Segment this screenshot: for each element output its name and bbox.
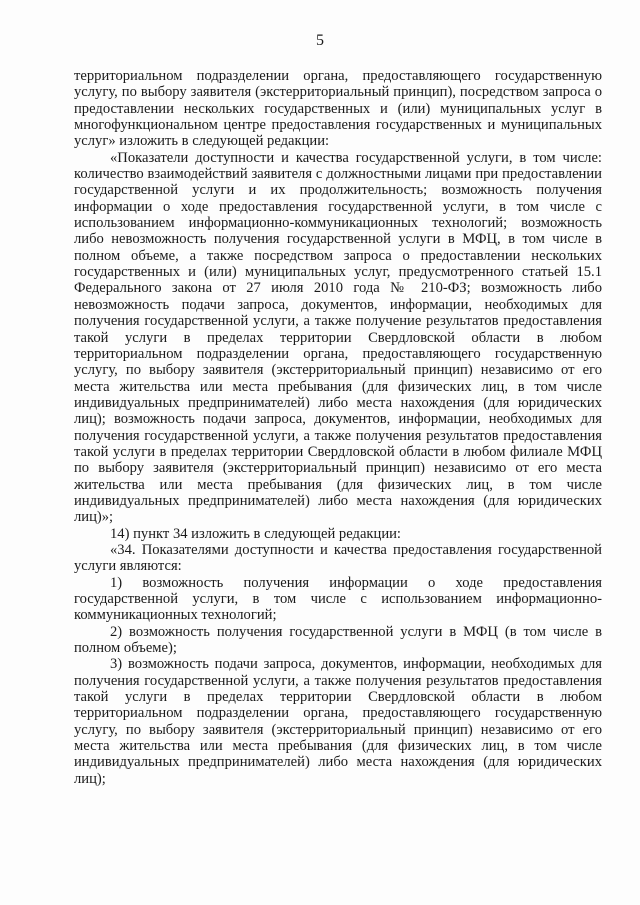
document-body [74,68,602,787]
paragraph-clause-34: «34. Показателями доступности и качества предоставления государственной услуги являются: [74,541,602,575]
paragraph-subitem-3: 3) возможность подачи запроса, документов, информации, необходимых для получения государственной услуги, а также получения результатов предоставления такой услуги в пределах территории Свердловской области в любом территориальном подразделении органа, предоставляющего государственную услугу, по выбору заявителя (экстерриториальный принцип) независимо от его места жительства или места пребывания (для физических лиц, в том числе индивидуальных предпринимателей) либо места нахождения (для юридических лиц); [74,656,602,787]
paragraph-subitem-1: 1) возможность получения информации о ходе предоставления государственной услуги, в том числе с использованием информационно-коммуникационных технологий; [74,574,602,624]
paragraph-quoted-indicators: «Показатели доступности и качества государственной услуги, в том числе: количество взаимодействий заявителя с должностными лицами при предоставлении государственной услуги и их продолжительность; возможность получения информации о ходе предоставления государственной услуги, в том числе с использованием информационно-коммуникационных технологий; возможность либо невозможность получения государственной услуги в МФЦ, в том числе в полном объеме, а также посредством запроса о предоставлении нескольких государственных и (или) муниципальных услуг, предусмотренного статьей 15.1 Федерального закона от 27 июля 2010 года № 210-ФЗ; возможность либо невозможность подачи запроса, документов, информации, необходимых для получения государственной услуги, а также получение результатов предоставления такой услуги в пределах территории Свердловской области в любом территориальном подразделении органа, предоставляющего государственную услугу, по выбору заявителя (экстерриториальный принцип) независимо от его места жительства или места пребывания (для физических лиц, в том числе индивидуальных предпринимателей) либо места нахождения (для юридических лиц); возможность подачи запроса, документов, информации, необходимых для получения государственной услуги, а также получения результатов предоставления такой услуги в пределах территории Свердловской области в любом филиале МФЦ по выбору заявителя (экстерриториальный принцип) независимо от его места жительства или места пребывания (для физических лиц, в том числе индивидуальных предпринимателей) либо места нахождения (для юридических лиц)»; [74,149,602,526]
paragraph-subitem-2: 2) возможность получения государственной услуги в МФЦ (в том числе в полном объеме); [74,623,602,657]
paragraph-item-14: 14) пункт 34 изложить в следующей редакции: [110,525,401,542]
page-number: 5 [316,32,324,49]
paragraph-continuation: территориальном подразделении органа, предоставляющего государственную услугу, по выбору заявителя (экстерриториальный принцип), посредством запроса о предоставлении нескольких государственных и (или) муниципальных услуг в многофункциональном центре предоставления государственных и муниципальных услуг» изложить в следующей редакции: [74,68,602,150]
